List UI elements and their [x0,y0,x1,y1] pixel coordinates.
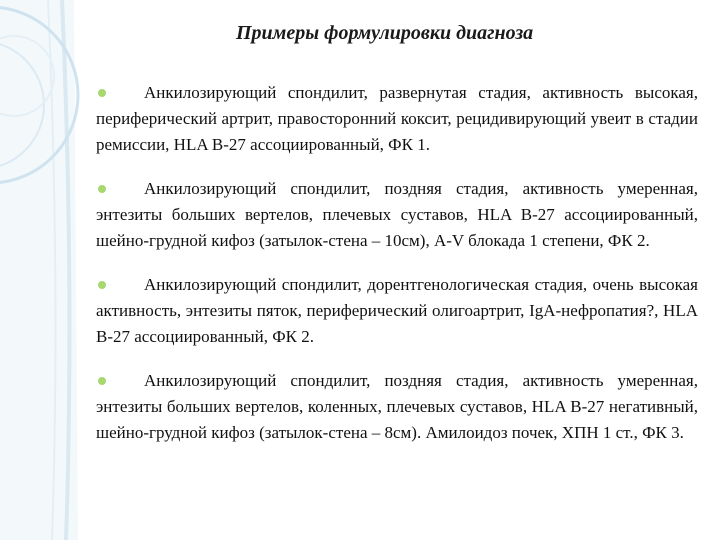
diagnosis-example [96,368,698,446]
diagnosis-examples-list [96,80,698,446]
bullet-icon [98,89,106,97]
diagnosis-example [96,176,698,254]
bullet-icon [98,281,106,289]
bullet-icon [98,377,106,385]
diagnosis-example [96,80,698,158]
diagnosis-example-text: Анкилозирующий спондилит, поздняя стадия, активность умеренная, энтезиты больших вертелов, плечевых суставов, HLA B-27 ассоциированный, шейно-грудной кифоз (затылок-стена – 10см), A-V блокада 1 степени, ФК 2. [96,179,698,250]
diagnosis-example [96,272,698,350]
diagnosis-example-text: Анкилозирующий спондилит, дорентгенологическая стадия, очень высокая активность, энтезиты пяток, периферический олигоартрит, IgA-нефропатия?, HLA B-27 ассоциированный, ФК 2. [96,275,698,346]
diagnosis-example-text: Анкилозирующий спондилит, поздняя стадия, активность умеренная, энтезиты больших вертелов, коленных, плечевых суставов, HLA B-27 негативный, шейно-грудной кифоз (затылок-стена – 8см). Амилоидоз почек, ХПН 1 ст., ФК 3. [96,371,698,442]
slide-title: Примеры формулировки диагноза [236,22,534,44]
diagnosis-example-text: Анкилозирующий спондилит, развернутая стадия, активность высокая, периферический артрит, правосторонний коксит, рецидивирующий увеит в стадии ремиссии, HLA B-27 ассоциированный, ФК 1. [96,83,698,154]
bullet-icon [98,185,106,193]
